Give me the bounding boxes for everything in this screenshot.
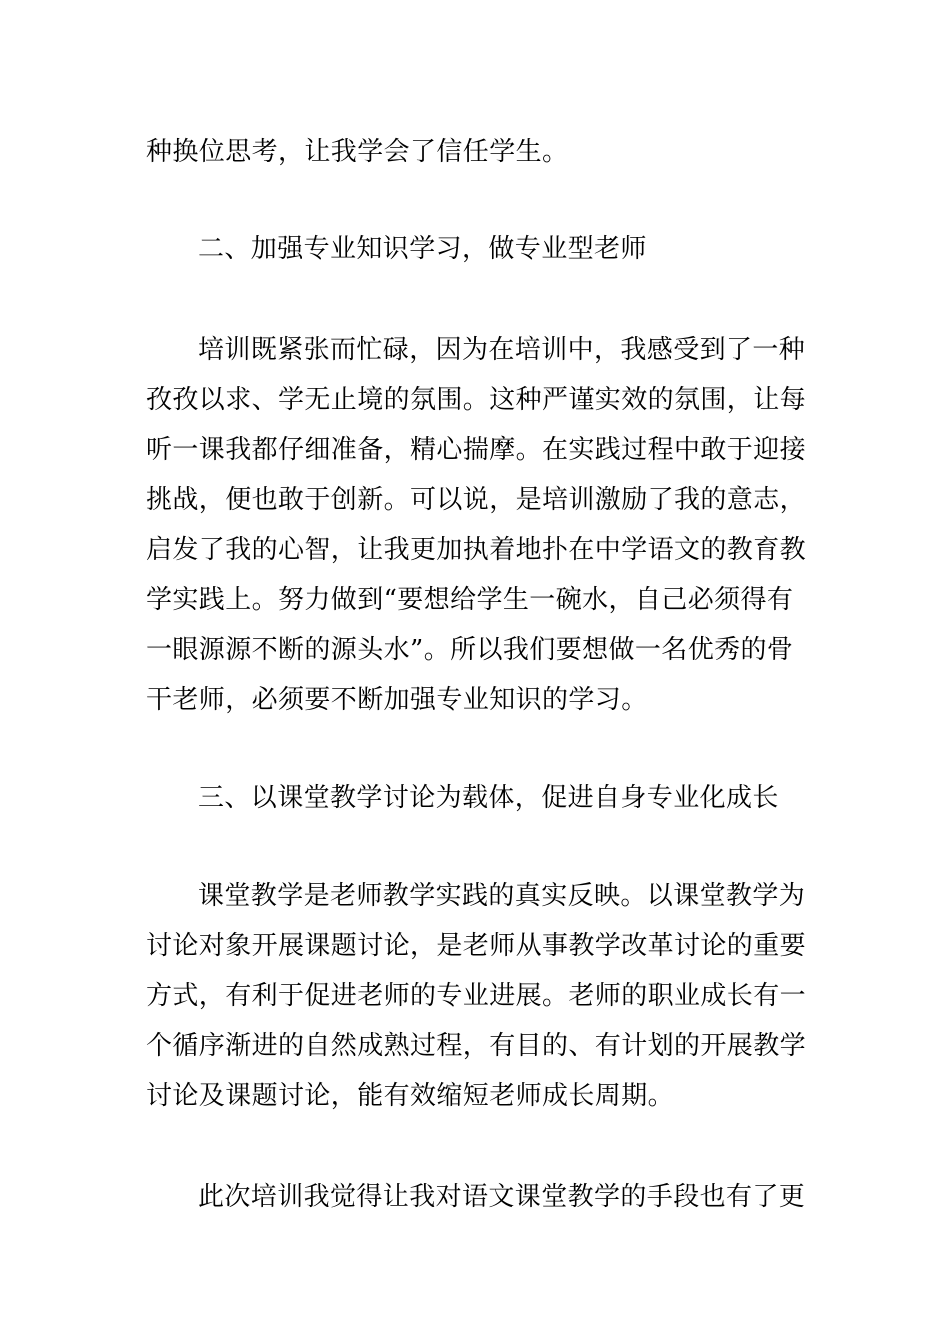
paragraph-line: 一眼源源不断的源头水”。所以我们要想做一名优秀的骨 — [146, 635, 794, 665]
paragraph-line: 此次培训我觉得让我对语文课堂教学的手段也有了更 — [198, 1182, 806, 1212]
paragraph-line: 讨论对象开展课题讨论，是老师从事教学改革讨论的重要 — [146, 931, 807, 961]
section-heading: 二、加强专业知识学习，做专业型老师 — [198, 234, 647, 264]
paragraph-line: 干老师，必须要不断加强专业知识的学习。 — [146, 685, 648, 715]
paragraph-line: 听一课我都仔细准备，精心揣摩。在实践过程中敢于迎接 — [146, 435, 807, 465]
paragraph-line: 孜孜以求、学无止境的氛围。这种严谨实效的氛围，让每 — [146, 385, 807, 415]
paragraph-line: 学实践上。努力做到“要想给学生一碗水，自己必须得有 — [146, 585, 794, 615]
paragraph-line: 培训既紧张而忙碌，因为在培训中，我感受到了一种 — [198, 335, 806, 365]
paragraph-line: 讨论及课题讨论，能有效缩短老师成长周期。 — [146, 1081, 675, 1111]
section-heading: 三、以课堂教学讨论为载体，促进自身专业化成长 — [198, 783, 779, 813]
paragraph-line: 课堂教学是老师教学实践的真实反映。以课堂教学为 — [198, 881, 806, 911]
paragraph-line: 个循序渐进的自然成熟过程，有目的、有计划的开展教学 — [146, 1031, 807, 1061]
paragraph-line: 种换位思考，让我学会了信任学生。 — [146, 137, 569, 167]
paragraph-line: 挑战，便也敢于创新。可以说，是培训激励了我的意志， — [146, 485, 807, 515]
paragraph-line: 启发了我的心智，让我更加执着地扑在中学语文的教育教 — [146, 535, 807, 565]
paragraph-line: 方式，有利于促进老师的专业进展。老师的职业成长有一 — [146, 981, 807, 1011]
